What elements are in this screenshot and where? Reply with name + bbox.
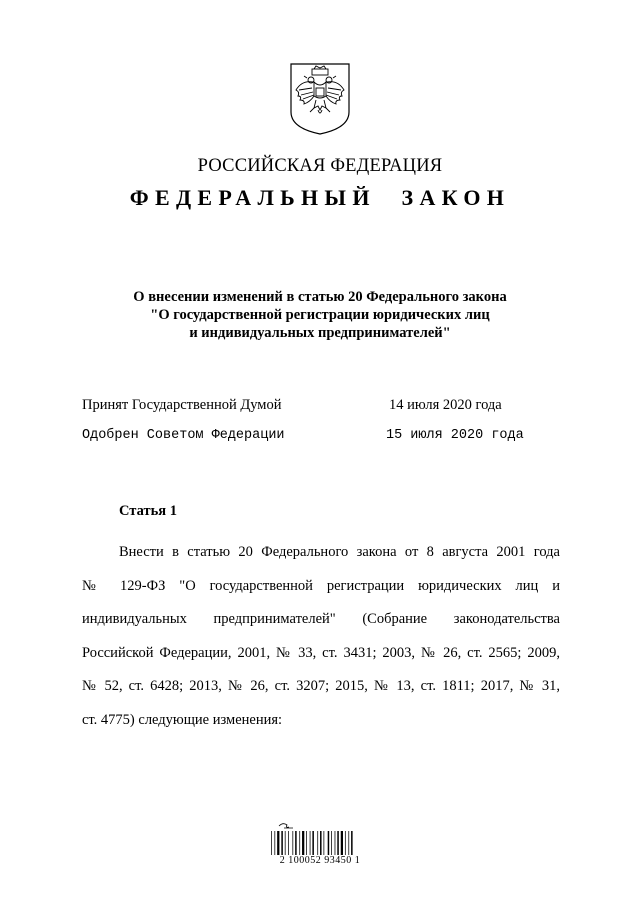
barcode-bar: [320, 831, 322, 855]
duma-adoption-date: 14 июля 2020 года: [389, 397, 502, 413]
council-approval-label: Одобрен Советом Федерации: [82, 428, 285, 443]
law-title-line: "О государственной регистрации юридических лиц: [150, 307, 490, 323]
law-title: [0, 288, 640, 342]
barcode-bar: [317, 831, 318, 855]
barcode-bar: [274, 831, 275, 855]
barcode-bar: [337, 831, 339, 855]
barcode-bar: [324, 831, 325, 855]
law-title-line: и индивидуальных предпринимателей": [189, 325, 451, 341]
barcode-bar: [302, 831, 304, 855]
barcode-bar: [306, 831, 307, 855]
barcode-bar: [341, 831, 343, 855]
barcode-bar: [328, 831, 330, 855]
article-text-line: индивидуальных предпринимателей" (Собрание законодательства: [82, 611, 560, 627]
barcode-number: 2 100052 93450 1: [279, 855, 361, 866]
article-text-line: Внести в статью 20 Федерального закона от 8 августа 2001 года: [119, 544, 560, 560]
barcode-bar: [292, 831, 293, 855]
barcode-bar: [281, 831, 283, 855]
barcode-bar: [348, 831, 349, 855]
barcode-bar: [345, 831, 346, 855]
duma-adoption-label: Принят Государственной Думой: [82, 397, 282, 413]
council-approval-date: 15 июля 2020 года: [386, 428, 524, 443]
law-type-heading: ФЕДЕРАЛЬНЫЙ ЗАКОН: [129, 185, 511, 210]
article-text-line: ст. 4775) следующие изменения:: [82, 711, 283, 728]
article-heading: Статья 1: [119, 503, 177, 519]
article-text-line: № 129-ФЗ "О государственной регистрации юридических лиц и: [82, 577, 560, 594]
barcode-bar: [299, 831, 300, 855]
barcode-bar: [351, 831, 353, 855]
barcode-bar: [312, 831, 314, 855]
barcode-bar: [310, 831, 311, 855]
law-title-line: О внесении изменений в статью 20 Федерального закона: [133, 289, 507, 305]
barcode-bar: [331, 831, 332, 855]
barcode-bar: [335, 831, 336, 855]
country-name: РОССИЙСКАЯ ФЕДЕРАЦИЯ: [197, 156, 443, 176]
article-text-line: № 52, ст. 6428; 2013, № 26, ст. 3207; 2015, № 13, ст. 1811; 2017, № 31,: [82, 678, 560, 694]
barcode-bar: [277, 831, 279, 855]
barcode-bar: [285, 831, 286, 855]
coat-of-arms-icon: [288, 62, 352, 136]
article-text-line: Российской Федерации, 2001, № 33, ст. 3431; 2003, № 26, ст. 2565; 2009,: [82, 644, 560, 661]
barcode-bar: [288, 831, 289, 855]
article-body: [82, 536, 560, 737]
barcode-bar: [271, 831, 272, 855]
barcode-bar: [295, 831, 297, 855]
